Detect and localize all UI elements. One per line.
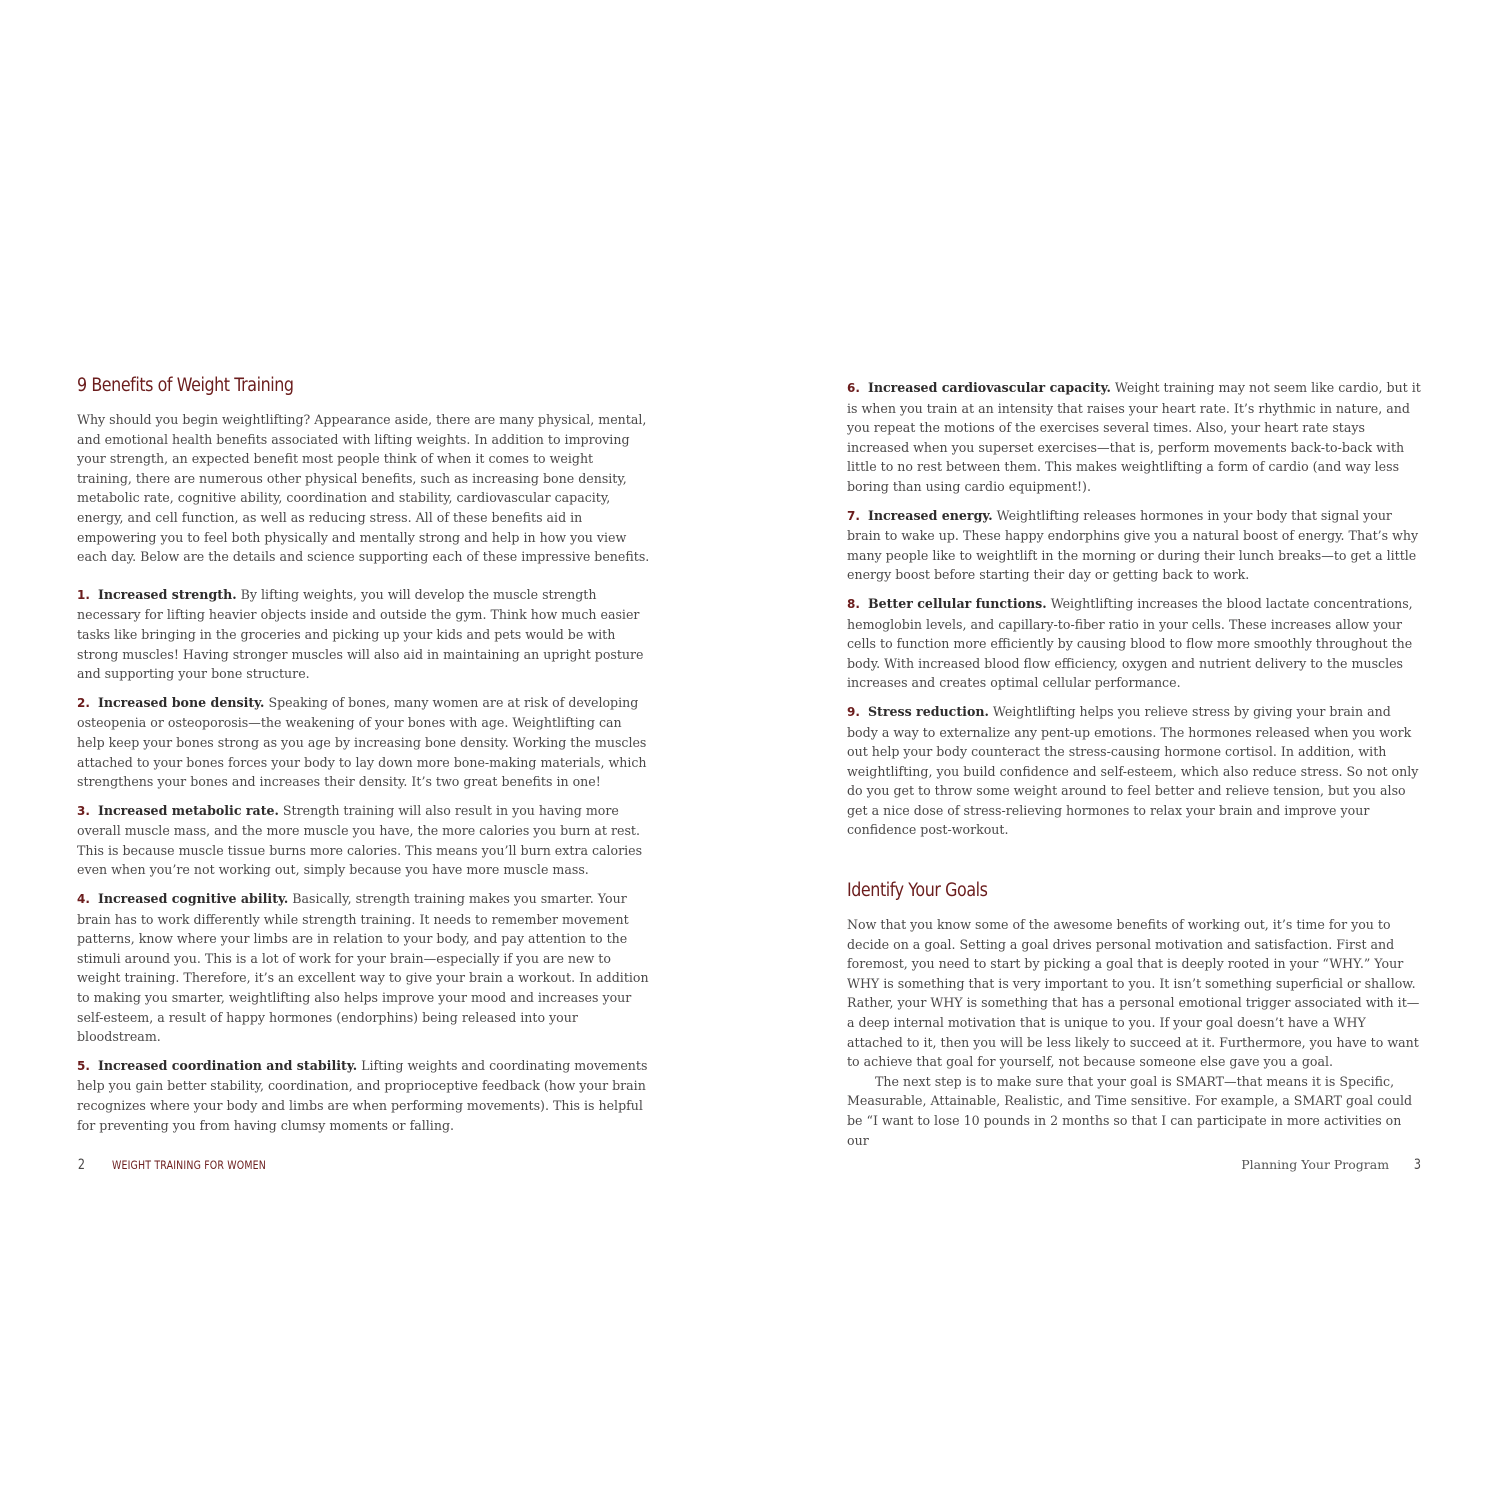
item-lead: Increased bone density.: [97, 694, 265, 710]
benefit-item-7: [847, 506, 1422, 585]
item-number: 8.: [847, 596, 860, 611]
item-number: 6.: [847, 381, 860, 395]
benefit-item-1: [77, 585, 652, 684]
benefit-item-6: [847, 378, 1422, 497]
item-text: Weightlifting releases hormones in your body that signal your brain to wake up. These happy endorphins give you a natural boost of energy. That’s why many people like to weightlift in the morning or during their lunch breaks—to get a little energy boost before starting their day or getting back to work.: [847, 507, 1419, 583]
item-text: Weightlifting increases the blood lactate concentrations, hemoglobin levels, and capillary-to-fiber ratio in your cells. These increases allow your cells to function more efficiently by causing blood to flow more smoothly throughout the body. With increased blood flow efficiency, oxygen and nutrient delivery to the muscles increases and creates optimal cellular performance.: [847, 595, 1413, 691]
item-lead: Increased cardiovascular capacity.: [867, 380, 1111, 395]
item-lead: Better cellular functions.: [867, 595, 1047, 611]
item-lead: Increased metabolic rate.: [97, 802, 279, 818]
item-number: 3.: [77, 803, 90, 818]
item-number: 1.: [77, 587, 90, 602]
running-head: Planning Your Program: [1241, 1157, 1390, 1172]
item-lead: Increased strength.: [97, 586, 237, 602]
item-text: Speaking of bones, many women are at risk of developing osteopenia or osteoporosis—the weakening of your bones with age. Weightlifting can help keep your bones strong as you age by increasing bone density. Working the muscles attached to your bones forces your body to lay down more bone-making materials, which strengthens your bones and increases their density. It’s two great benefits in one!: [77, 694, 647, 790]
right-text-column: [847, 378, 1422, 1150]
item-lead: Increased cognitive ability.: [97, 891, 289, 907]
item-text: Weight training may not seem like cardio, but it is when you train at an intensity that raises your heart rate. It’s rhythmic in nature, and you repeat the motions of the exercises several times. Also, your heart rate stays increased when you superset exercises—that is, perform movements back-to-back with little to no rest between them. This makes weightlifting a form of cardio (and way less boring than using cardio equipment!).: [847, 380, 1421, 494]
section-spacer: [847, 849, 1422, 877]
section-heading-benefits: 9 Benefits of Weight Training: [77, 375, 294, 396]
goals-paragraph-2: The next step is to make sure that your goal is SMART—that means it is Specific, Measurable, Attainable, Realistic, and Time sensitive. For example, a SMART goal could be “I want to lose 10 pounds in 2 months so that I can participate in more activities on our: [847, 1073, 1413, 1148]
item-text: Basically, strength training makes you smarter. Your brain has to work differently while strength training. It needs to remember movement patterns, know where your limbs are in relation to your body, and pay attention to the stimuli around you. This is a lot of work for your brain—especially if you are new to weight training. Therefore, it’s an excellent way to give your brain a workout. In addition to making you smarter, weightlifting also helps improve your mood and increases your self-esteem, a result of happy hormones (endorphins) being released into your bloodstream.: [77, 891, 649, 1045]
item-text: Strength training will also result in you having more overall muscle mass, and the more muscle you have, the more calories you burn at rest. This is because muscle tissue burns more calories. This means you’ll burn extra calories even when you’re not working out, simply because you have more muscle mass.: [77, 802, 643, 878]
benefit-item-4: [77, 889, 652, 1047]
item-number: 5.: [77, 1058, 90, 1073]
page-number: 3: [1413, 1157, 1422, 1173]
intro-paragraph: Why should you begin weightlifting? Appearance aside, there are many physical, mental, and emotional health benefits associated with lifting weights. In addition to improving your strength, an expected benefit most people think of when it comes to weight training, there are numerous other physical benefits, such as increasing bone density, metabolic rate, cognitive ability, coordination and stability, cardiovascular capacity, energy, and cell function, as well as reducing stress. All of these benefits aid in empowering you to feel both physically and mentally strong and help in how you view each day. Below are the details and science supporting each of these impressive benefits.: [77, 412, 650, 565]
page-number: 2: [77, 1157, 86, 1173]
benefit-item-8: [847, 594, 1422, 693]
item-text: Weightlifting helps you relieve stress by giving your brain and body a way to externalize any pent-up emotions. The hormones released when you work out help your body counteract the stress-causing hormone cortisol. In addition, with weightlifting, you build confidence and self-esteem, which also reduce stress. So not only do you get to throw some weight around to feel better and relieve tension, but you also get a nice dose of stress-relieving hormones to relax your brain and improve your confidence post-workout.: [847, 703, 1419, 838]
item-lead: Increased energy.: [867, 507, 993, 523]
left-text-column: [77, 372, 652, 1144]
benefit-item-9: [847, 702, 1422, 840]
benefit-item-2: [77, 693, 652, 792]
running-head: WEIGHT TRAINING FOR WOMEN: [111, 1158, 266, 1172]
goals-paragraph-1: Now that you know some of the awesome benefits of working out, it’s time for you to decide on a goal. Setting a goal drives personal motivation and satisfaction. First and foremost, you need to start by picking a goal that is deeply rooted in your “WHY.” Your WHY is something that is very important to you. It isn’t something superficial or shallow. Rather, your WHY is something that has a personal emotional trigger associated with it—a deep internal motivation that is unique to you. If your goal doesn’t have a WHY attached to it, then you will be less likely to succeed at it. Furthermore, you have to want to achieve that goal for yourself, not because someone else gave you a goal.: [847, 917, 1420, 1070]
item-text: Lifting weights and coordinating movements help you gain better stability, coordination, and proprioceptive feedback (how your brain recognizes where your body and limbs are when performing movements). This is helpful for preventing you from having clumsy moments or falling.: [77, 1057, 648, 1133]
section-heading-goals: Identify Your Goals: [847, 880, 988, 902]
right-page-footer: [1241, 1155, 1422, 1175]
item-lead: Stress reduction.: [867, 703, 989, 719]
benefit-item-5: [77, 1056, 652, 1135]
left-page-footer: [77, 1155, 300, 1175]
right-page: [750, 0, 1500, 1500]
item-text: By lifting weights, you will develop the muscle strength necessary for lifting heavier objects inside and outside the gym. Think how much easier tasks like bringing in the groceries and picking up your kids and pets would be with strong muscles! Having stronger muscles will also aid in maintaining an upright posture and supporting your bone structure.: [77, 586, 644, 682]
item-number: 9.: [847, 704, 860, 719]
item-number: 2.: [77, 695, 90, 710]
benefit-item-3: [77, 801, 652, 880]
item-number: 7.: [847, 508, 860, 523]
item-lead: Increased coordination and stability.: [97, 1057, 358, 1073]
item-number: 4.: [77, 892, 90, 907]
